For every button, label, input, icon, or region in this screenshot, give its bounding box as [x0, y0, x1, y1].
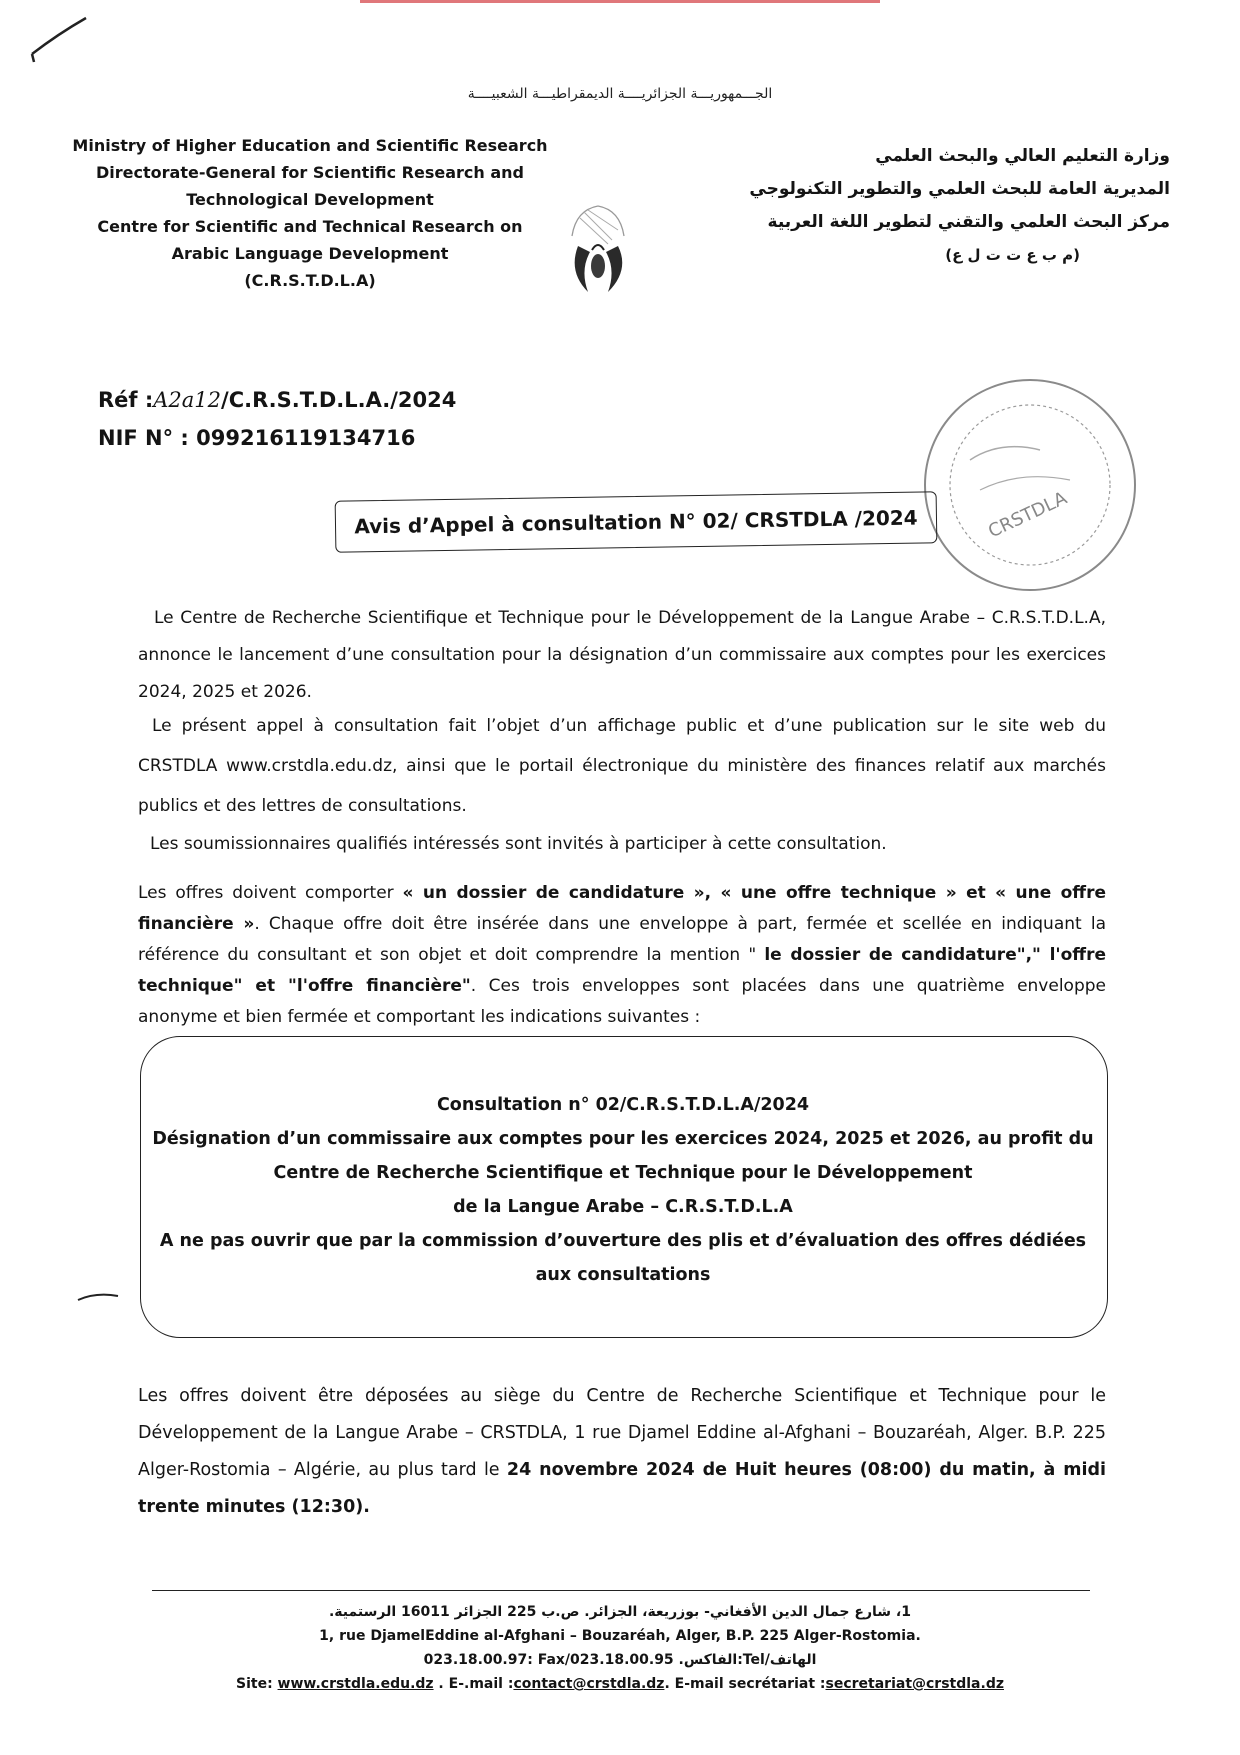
- official-stamp: [910, 370, 1150, 600]
- ref-handwritten-number: A2a12: [153, 388, 222, 412]
- pen-stroke-mark: [28, 14, 98, 64]
- top-edge-bar: [360, 0, 880, 3]
- footer-address-fr: 1, rue DjamelEddine al-Afghani – Bouzaréah, Alger, B.P. 225 Alger-Rostomia.: [319, 1628, 921, 1644]
- directorate-line-2: Technological Development: [186, 190, 434, 209]
- ministry-header-en: [70, 132, 550, 294]
- ministry-line: Ministry of Higher Education and Scientific Research: [72, 136, 548, 155]
- centre-line: Centre for Scientific and Technical Research on: [97, 217, 523, 236]
- ref-suffix: /C.R.S.T.D.L.A./2024: [221, 388, 457, 412]
- ref-label: Réf :: [98, 388, 154, 412]
- footer-address-ar: 1، شارع جمال الدين الأفغاني- بوزريعة، الجزائر. ص.ب 225 الجزائر 16011 الرستمية.: [328, 1604, 911, 1620]
- centre-line-2: Arabic Language Development: [171, 244, 449, 263]
- nif-line: [98, 419, 456, 457]
- footer-phone-fax: 023.18.00.97: Fax/الفاكس. 023.18.00.95:Tel/الهاتف: [423, 1652, 817, 1668]
- directorate-line-ar: المديرية العامة للبحث العلمي والتطوير التكنولوجي: [749, 179, 1170, 199]
- box-line-2: Désignation d’un commissaire aux comptes pour les exercices 2024, 2025 et 2026, au profit du: [152, 1129, 1094, 1149]
- nif-label: NIF N° :: [98, 426, 189, 450]
- deposit-paragraph: [138, 1378, 1106, 1526]
- box-line-3: Centre de Recherche Scientifique et Technique pour le Développement: [273, 1163, 973, 1183]
- publication-paragraph: Le présent appel à consultation fait l’objet d’un affichage public et d’une publication sur le site web du CRSTDLA www.crstdla.edu.dz, ainsi que le portail électronique du ministère des finances relatif aux marchés publics et des lettres de consultations.: [138, 716, 1106, 816]
- ministry-line-ar: وزارة التعليم العالي والبحث العلمي: [875, 146, 1170, 166]
- centre-logo-icon: [558, 200, 638, 300]
- reference-block: [98, 381, 456, 457]
- stamp-text: CRSTDLA: [985, 487, 1071, 543]
- footer: [0, 1600, 1240, 1696]
- deposit-deadline: 24 novembre 2024 de Huit heures (08:00) du matin, à midi trente minutes (12:30).: [138, 1460, 1106, 1517]
- notice-title: Avis d’Appel à consultation N° 02/ CRSTDLA /2024: [354, 505, 918, 539]
- invitation-paragraph: Les soumissionnaires qualifiés intéressés sont invités à participer à cette consultation.: [150, 834, 887, 854]
- box-line-5: A ne pas ouvrir que par la commission d’ouverture des plis et d’évaluation des offres dédiées: [159, 1231, 1087, 1251]
- site-label: Site:: [236, 1676, 278, 1692]
- site-link[interactable]: www.crstdla.edu.dz: [277, 1676, 434, 1692]
- republic-heading-ar: الجـــمهوريـــة الجزائريــــة الديمقراطيـــة الشعبيــــة: [467, 86, 773, 102]
- box-line-6: aux consultations: [535, 1265, 711, 1285]
- intro-paragraph: Le Centre de Recherche Scientifique et Technique pour le Développement de la Langue Arabe – C.R.S.T.D.L.A, annonce le lancement d’une consultation pour la désignation d’un commissaire aux comptes pour les exercices 2024, 2025 et 2026.: [138, 608, 1106, 702]
- box-line-1: Consultation n° 02/C.R.S.T.D.L.A/2024: [436, 1095, 810, 1115]
- offers-text-1: Les offres doivent comporter: [138, 883, 403, 903]
- footer-contact-line: [0, 1672, 1240, 1696]
- offers-text-2: . Chaque offre doit être insérée dans une enveloppe à part, fermée et scellée en indiquant la référence du consultant et son objet et doit comprendre la mention ": [138, 914, 1106, 965]
- offers-text-bold-1: « un dossier de candidature », « une offre technique » et « une offre financière »: [138, 883, 1106, 934]
- ref-line: [98, 381, 456, 419]
- envelope-indication-text: [140, 1088, 1106, 1292]
- directorate-line: Directorate-General for Scientific Research and: [96, 163, 524, 182]
- email-label: . E-.mail :: [433, 1676, 514, 1692]
- contact-email-link[interactable]: contact@crstdla.dz: [513, 1676, 665, 1692]
- margin-pen-mark: [76, 1290, 120, 1304]
- deposit-text: Les offres doivent être déposées au siège du Centre de Recherche Scientifique et Technique pour le Développement de la Langue Arabe – CRSTDLA, 1 rue Djamel Eddine al-Afghani – Bouzaréah, Alger. B.P. 225 Alger-Rostomia – Algérie, au plus tard le: [138, 1386, 1106, 1480]
- secretariat-email-link[interactable]: secretariat@crstdla.dz: [825, 1676, 1004, 1692]
- notice-title-box: [335, 491, 938, 552]
- nif-value: 099216119134716: [196, 426, 416, 450]
- offers-text-3: . Ces trois enveloppes sont placées dans une quatrième enveloppe anonyme et bien fermée et comportant les indications suivantes :: [138, 976, 1106, 1027]
- offers-text-bold-2: le dossier de candidature"," l'offre technique" et "l'offre financière": [138, 945, 1106, 996]
- centre-acronym-ar: (م ب ع ت ت ل ع): [945, 246, 1080, 264]
- centre-line-ar: مركز البحث العلمي والتقني لتطوير اللغة العربية: [767, 212, 1170, 232]
- secretariat-label: . E-mail secrétariat :: [664, 1676, 826, 1692]
- ministry-header-ar: [700, 140, 1170, 272]
- box-line-4: de la Langue Arabe – C.R.S.T.D.L.A: [453, 1197, 793, 1217]
- offers-paragraph: [138, 878, 1106, 1033]
- footer-divider: [152, 1590, 1090, 1591]
- centre-acronym: (C.R.S.T.D.L.A): [244, 271, 376, 290]
